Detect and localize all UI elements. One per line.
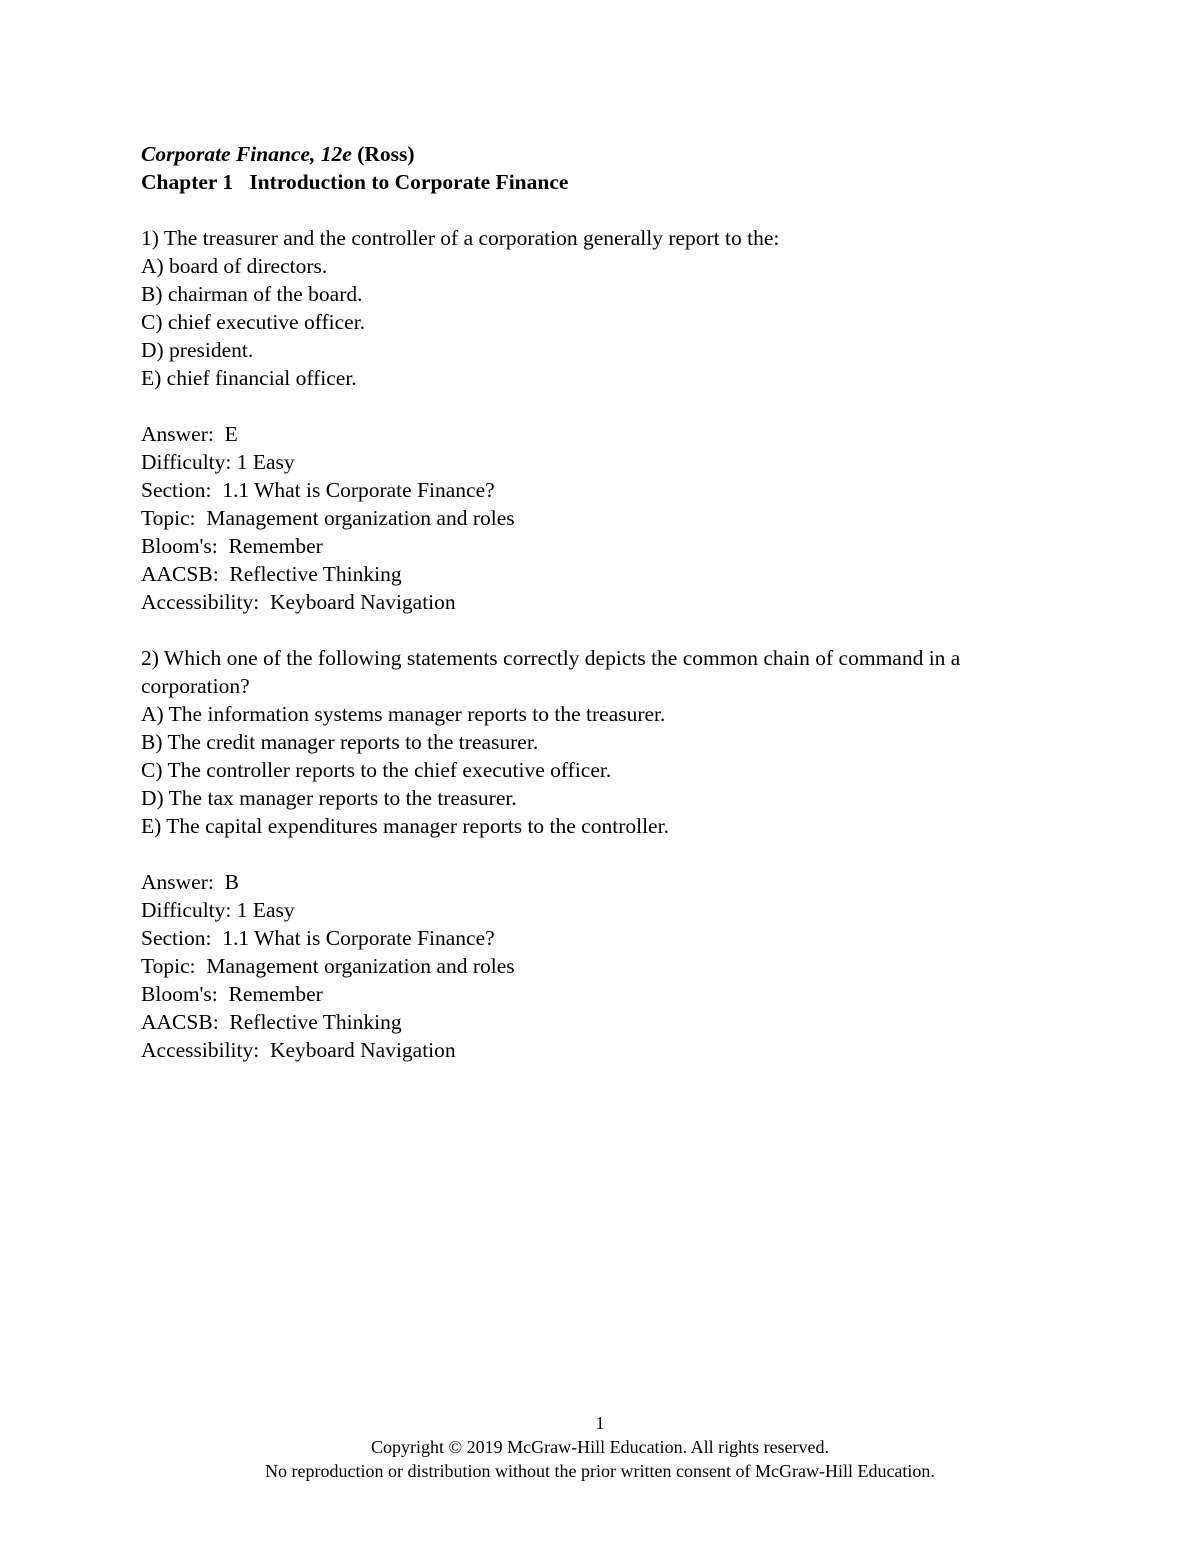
copyright-notice: Copyright © 2019 McGraw-Hill Education. All rights reserved. [370,1437,830,1457]
question-stem: 1) The treasurer and the controller of a corporation generally report to the: [141,226,780,250]
question-stem: 2) Which one of the following statements correctly depicts the common chain of command in a corporation? [141,646,961,698]
page-number: 1 [595,1413,605,1433]
spacer [141,392,1061,420]
chapter-heading [141,168,1061,196]
option-c: C) The controller reports to the chief executive officer. [141,758,612,782]
question-2 [141,644,1061,1064]
difficulty: Difficulty: 1 Easy [141,450,295,474]
option-b: B) chairman of the board. [141,282,363,306]
book-title: Corporate Finance, 12e [141,142,352,166]
spacer [141,840,1061,868]
option-b: B) The credit manager reports to the treasurer. [141,730,539,754]
option-a: A) The information systems manager reports to the treasurer. [141,702,666,726]
blooms: Bloom's: Remember [141,982,323,1006]
book-author: (Ross) [357,142,415,166]
option-a: A) board of directors. [141,254,328,278]
spacer [141,196,1061,224]
blooms: Bloom's: Remember [141,534,323,558]
aacsb: AACSB: Reflective Thinking [141,562,402,586]
answer: Answer: B [141,870,239,894]
topic: Topic: Management organization and roles [141,954,515,978]
question-metadata [141,420,1061,616]
document-body [141,140,1061,1064]
question-metadata [141,868,1061,1064]
book-title-line [141,140,1061,168]
section: Section: 1.1 What is Corporate Finance? [141,926,495,950]
option-d: D) president. [141,338,254,362]
chapter-title: Introduction to Corporate Finance [249,170,569,194]
topic: Topic: Management organization and roles [141,506,515,530]
option-d: D) The tax manager reports to the treasurer. [141,786,517,810]
difficulty: Difficulty: 1 Easy [141,898,295,922]
reproduction-notice: No reproduction or distribution without the prior written consent of McGraw-Hill Education. [265,1461,935,1481]
question-1 [141,224,1061,616]
accessibility: Accessibility: Keyboard Navigation [141,1038,456,1062]
aacsb: AACSB: Reflective Thinking [141,1010,402,1034]
chapter-label: Chapter 1 [141,170,234,194]
option-e: E) chief financial officer. [141,366,357,390]
option-e: E) The capital expenditures manager reports to the controller. [141,814,669,838]
section: Section: 1.1 What is Corporate Finance? [141,478,495,502]
spacer [141,616,1061,644]
option-c: C) chief executive officer. [141,310,366,334]
accessibility: Accessibility: Keyboard Navigation [141,590,456,614]
answer: Answer: E [141,422,238,446]
